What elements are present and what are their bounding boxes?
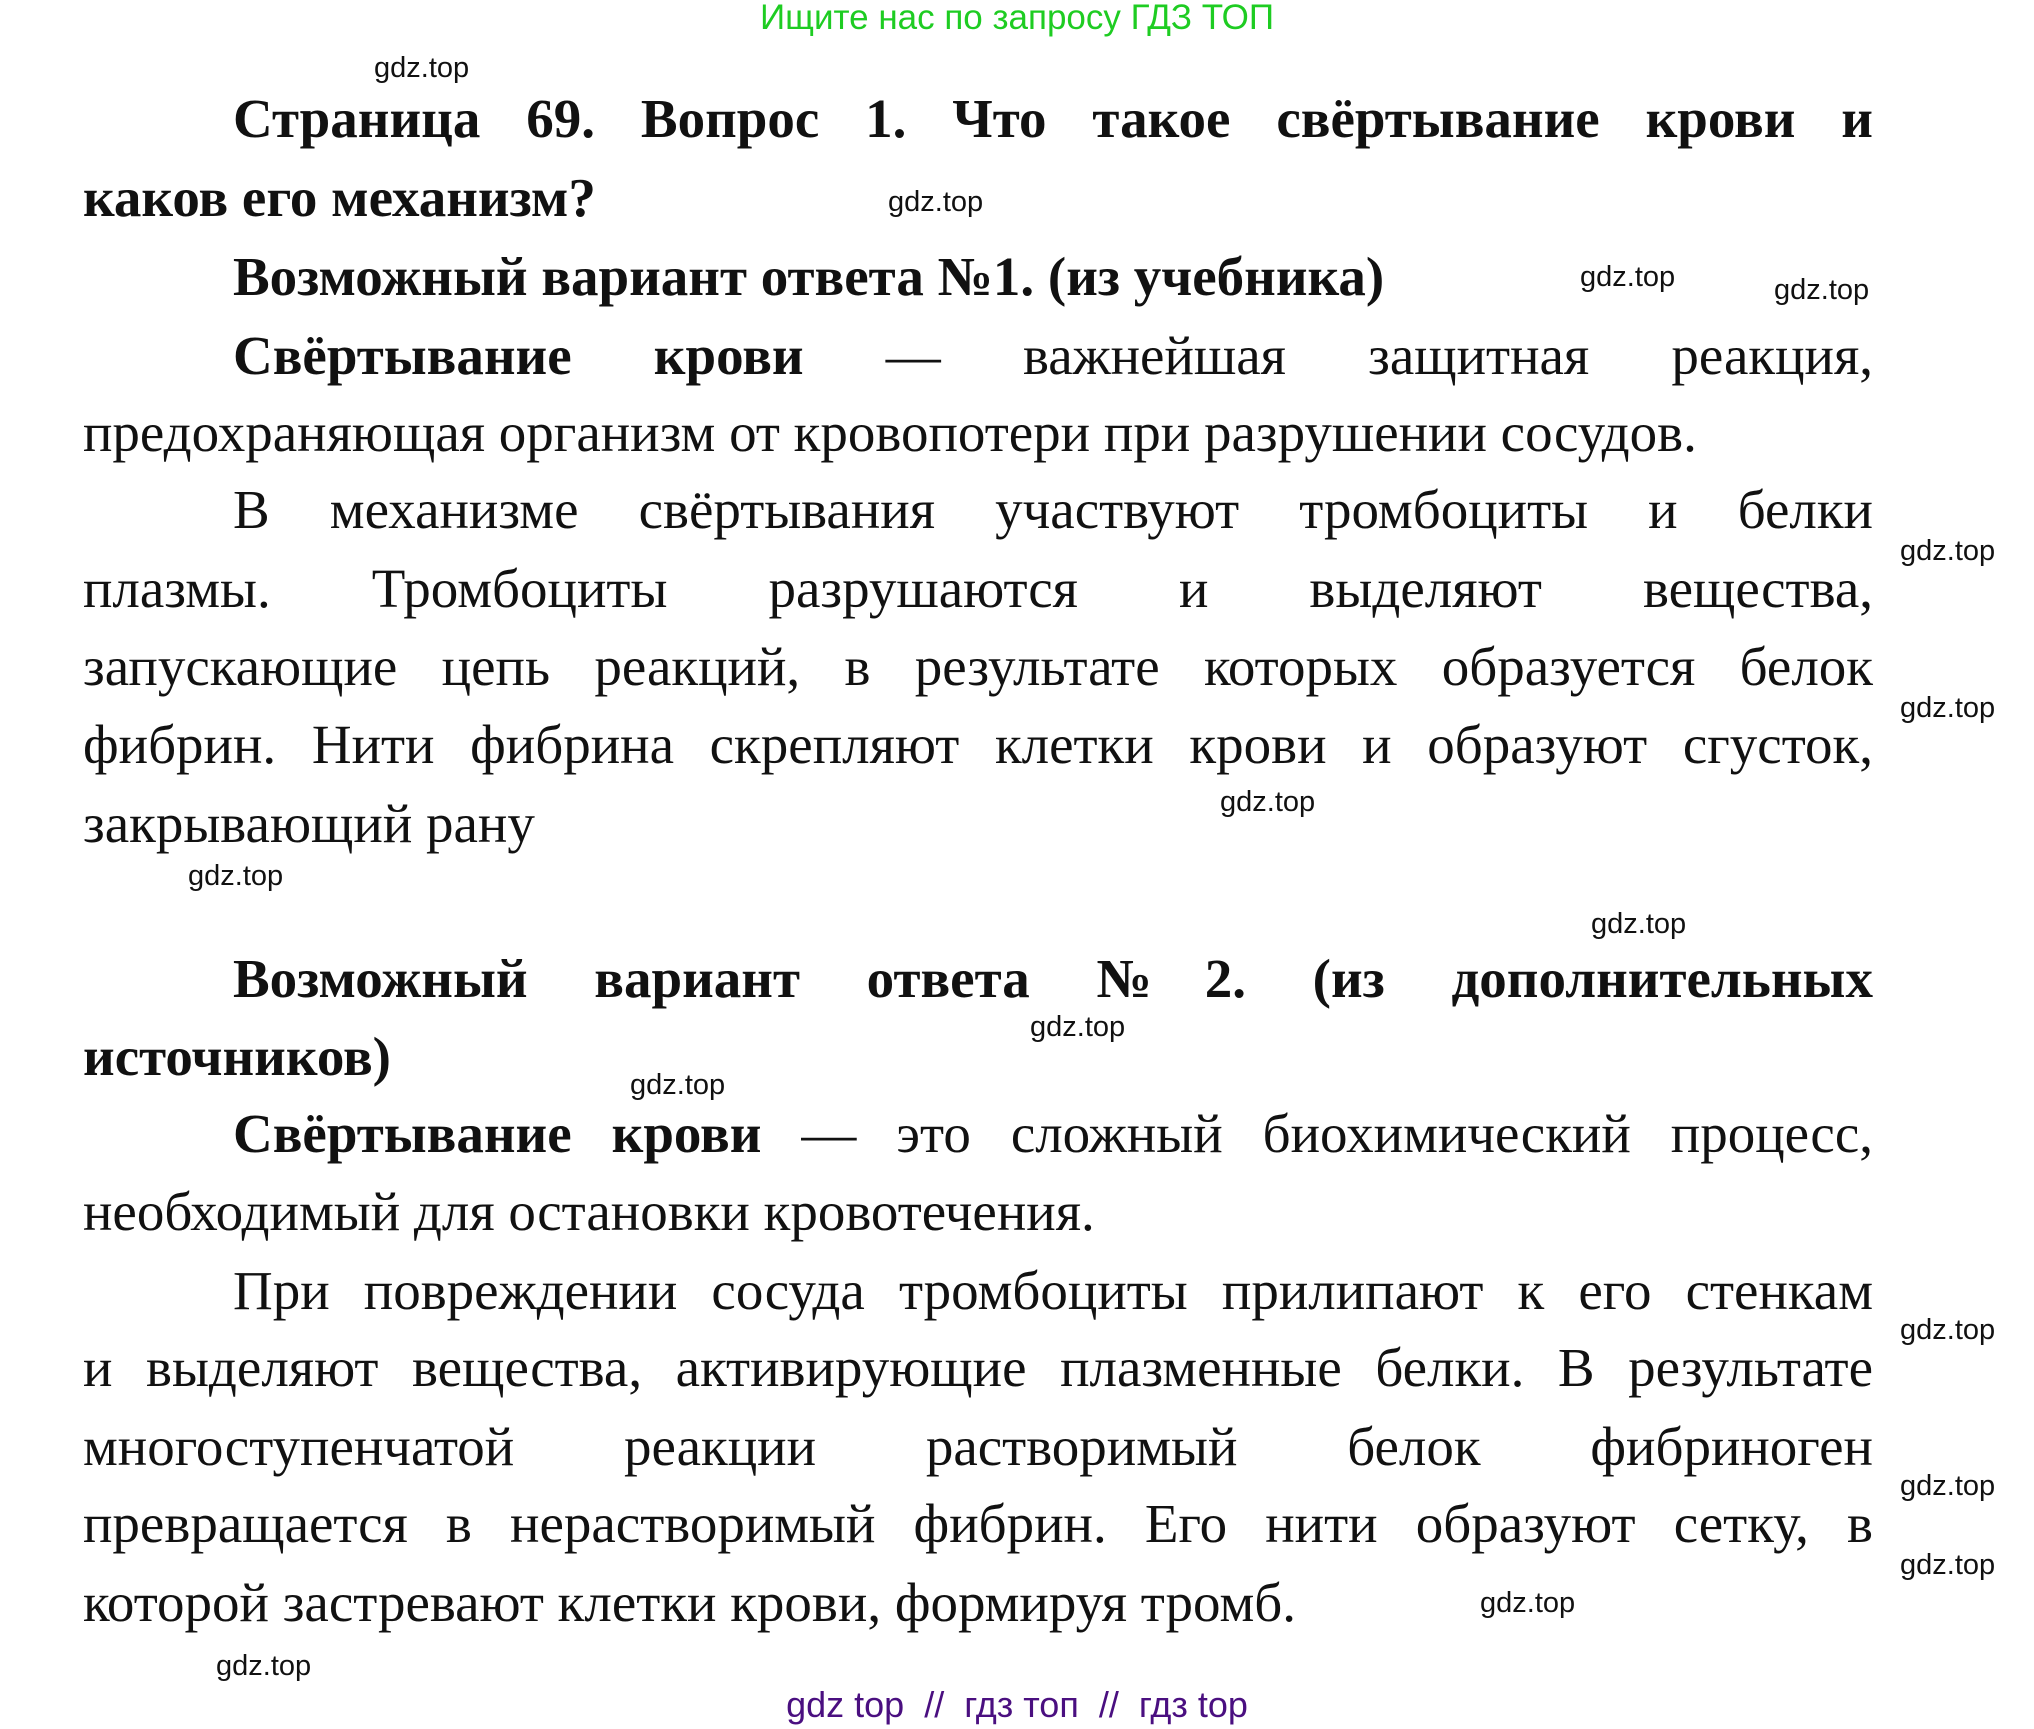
text-line <box>83 1493 1873 1555</box>
line-text: Возможный вариант ответа №1. (из учебника) <box>233 246 1385 307</box>
watermark: gdz.top <box>1900 692 1996 724</box>
answer-heading-1 <box>83 246 1384 308</box>
text-line <box>83 636 1873 698</box>
text-line <box>83 1337 1873 1399</box>
text-line <box>83 479 1873 541</box>
line-text: Возможный вариант ответа №2. (из дополнительных <box>233 948 1873 1009</box>
text-line <box>83 1181 1095 1243</box>
question-title <box>83 88 1873 150</box>
text-line <box>83 793 535 855</box>
text-line <box>83 1103 1873 1165</box>
watermark: gdz.top <box>1220 786 1316 818</box>
watermark: gdz.top <box>888 186 984 218</box>
text-line <box>83 1416 1873 1478</box>
watermark: gdz.top <box>1030 1011 1126 1043</box>
text-line <box>83 1260 1873 1322</box>
line-text: закрывающий рану <box>83 793 535 854</box>
line-text: многоступенчатой реакции растворимый белок фибриноген <box>83 1416 1873 1477</box>
line-text: которой застревают клетки крови, формируя тромб. <box>83 1572 1297 1633</box>
line-text: необходимый для остановки кровотечения. <box>83 1181 1095 1242</box>
line-text: фибрин. Нити фибрина скрепляют клетки крови и образуют сгусток, <box>83 714 1873 775</box>
text-line <box>83 1572 1296 1634</box>
text-line <box>83 325 1873 387</box>
answer-heading-2 <box>83 948 1873 1010</box>
footer-watermark: gdz top // гдз топ // гдз top <box>786 1684 1248 1725</box>
answer-heading-2 <box>83 1026 391 1088</box>
question-title <box>83 167 596 229</box>
line-text: источников) <box>83 1026 391 1087</box>
line-text: предохраняющая организм от кровопотери при разрушении сосудов. <box>83 402 1697 463</box>
watermark: gdz.top <box>1900 1470 1996 1502</box>
line-text: При повреждении сосуда тромбоциты прилипают к его стенкам <box>233 1260 1873 1321</box>
text-line <box>83 714 1873 776</box>
watermark: gdz.top <box>630 1069 726 1101</box>
line-text: запускающие цепь реакций, в результате которых образуется белок <box>83 636 1873 697</box>
watermark: gdz.top <box>1900 1549 1996 1581</box>
watermark: gdz.top <box>1900 1314 1996 1346</box>
line-text: Страница 69. Вопрос 1. Что такое свёртывание крови и <box>233 88 1873 149</box>
watermark: gdz.top <box>216 1650 312 1682</box>
text-line <box>83 558 1873 620</box>
line-text: — важнейшая защитная реакция, <box>803 325 1874 386</box>
watermark: gdz.top <box>1774 274 1870 306</box>
watermark: gdz.top <box>374 52 470 84</box>
watermark: gdz.top <box>1580 261 1676 293</box>
line-text: и выделяют вещества, активирующие плазменные белки. В результате <box>83 1337 1873 1398</box>
line-text: — это сложный биохимический процесс, <box>761 1103 1873 1164</box>
search-banner: Ищите нас по запросу ГДЗ ТОП <box>760 0 1274 37</box>
text-line <box>83 402 1697 464</box>
line-text: каков его механизм? <box>83 167 596 228</box>
watermark: gdz.top <box>1480 1587 1576 1619</box>
line-text: превращается в нерастворимый фибрин. Его нити образуют сетку, в <box>83 1493 1873 1554</box>
watermark: gdz.top <box>1900 535 1996 567</box>
watermark: gdz.top <box>188 860 284 892</box>
term-bold: Свёртывание крови <box>233 1103 762 1164</box>
watermark: gdz.top <box>1591 908 1687 940</box>
line-text: В механизме свёртывания участвуют тромбоциты и белки <box>233 479 1873 540</box>
term-bold: Свёртывание крови <box>233 325 804 386</box>
line-text: плазмы. Тромбоциты разрушаются и выделяют вещества, <box>83 558 1873 619</box>
